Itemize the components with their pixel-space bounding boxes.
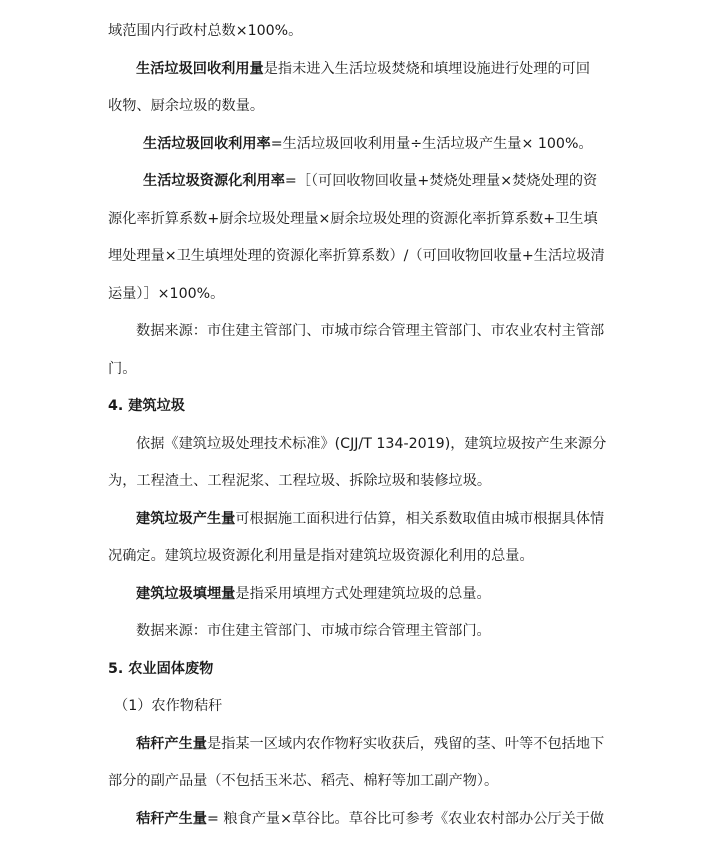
paragraph-line: 运量）］×100%。 (108, 286, 225, 302)
paragraph-line: 建筑垃圾产生量可根据施工面积进行估算，相关系数取值由城市根据具体情 (136, 511, 605, 527)
formula-line: 生活垃圾回收利用率=生活垃圾回收利用量÷生活垃圾产生量× 100%。 (143, 136, 593, 152)
data-source-line: 数据来源：市住建主管部门、市城市综合管理主管部门。 (136, 623, 491, 639)
bold-term: 生活垃圾回收利用量 (136, 61, 264, 77)
paragraph-line: 生活垃圾回收利用量是指未进入生活垃圾焚烧和填埋设施进行处理的可回 (136, 61, 591, 77)
bold-term: 生活垃圾回收利用率 (143, 136, 271, 152)
paragraph-line: 门。 (108, 361, 137, 377)
paragraph-line: 部分的副产品量（不包括玉米芯、稻壳、棉籽等加工副产物）。 (108, 773, 499, 789)
section-heading: 5. 农业固体废物 (108, 661, 214, 677)
paragraph-line: 秸秆产生量是指某一区域内农作物籽实收获后，残留的茎、叶等不包括地下 (136, 736, 605, 752)
paragraph-line: 收物、厨余垃圾的数量。 (108, 98, 265, 114)
paragraph-line: 秸秆产生量= 粮食产量×草谷比。草谷比可参考《农业农村部办公厅关于做 (136, 811, 605, 827)
paragraph-line: 源化率折算系数+厨余垃圾处理量×厨余垃圾处理的资源化率折算系数+卫生填 (108, 211, 598, 227)
paragraph-line: 依据《建筑垃圾处理技术标准》(CJJ/T 134-2019)，建筑垃圾按产生来源分 (136, 436, 607, 452)
paragraph-line: 建筑垃圾填埋量是指采用填埋方式处理建筑垃圾的总量。 (136, 586, 491, 602)
paragraph-line: 埋处理量×卫生填埋处理的资源化率折算系数）/（可回收物回收量+生活垃圾清 (108, 248, 605, 264)
section-heading: 4. 建筑垃圾 (108, 398, 185, 414)
paragraph-line: 为，工程渣土、工程泥浆、工程垃圾、拆除垃圾和装修垃圾。 (108, 473, 492, 489)
bold-term: 秸秆产生量 (136, 736, 207, 752)
paragraph-line: 况确定。建筑垃圾资源化利用量是指对建筑垃圾资源化利用的总量。 (108, 548, 534, 564)
bold-term: 建筑垃圾填埋量 (136, 586, 236, 602)
subsection-heading: （1）农作物秸秆 (114, 698, 223, 714)
paragraph-line: 域范围内行政村总数×100%。 (108, 23, 303, 39)
formula-line: 生活垃圾资源化利用率=［（可回收物回收量+焚烧处理量×焚烧处理的资 (143, 173, 598, 189)
bold-term: 秸秆产生量 (136, 811, 207, 827)
data-source-line: 数据来源：市住建主管部门、市城市综合管理主管部门、市农业农村主管部 (136, 323, 605, 339)
bold-term: 生活垃圾资源化利用率 (143, 173, 285, 189)
bold-term: 建筑垃圾产生量 (136, 511, 236, 527)
